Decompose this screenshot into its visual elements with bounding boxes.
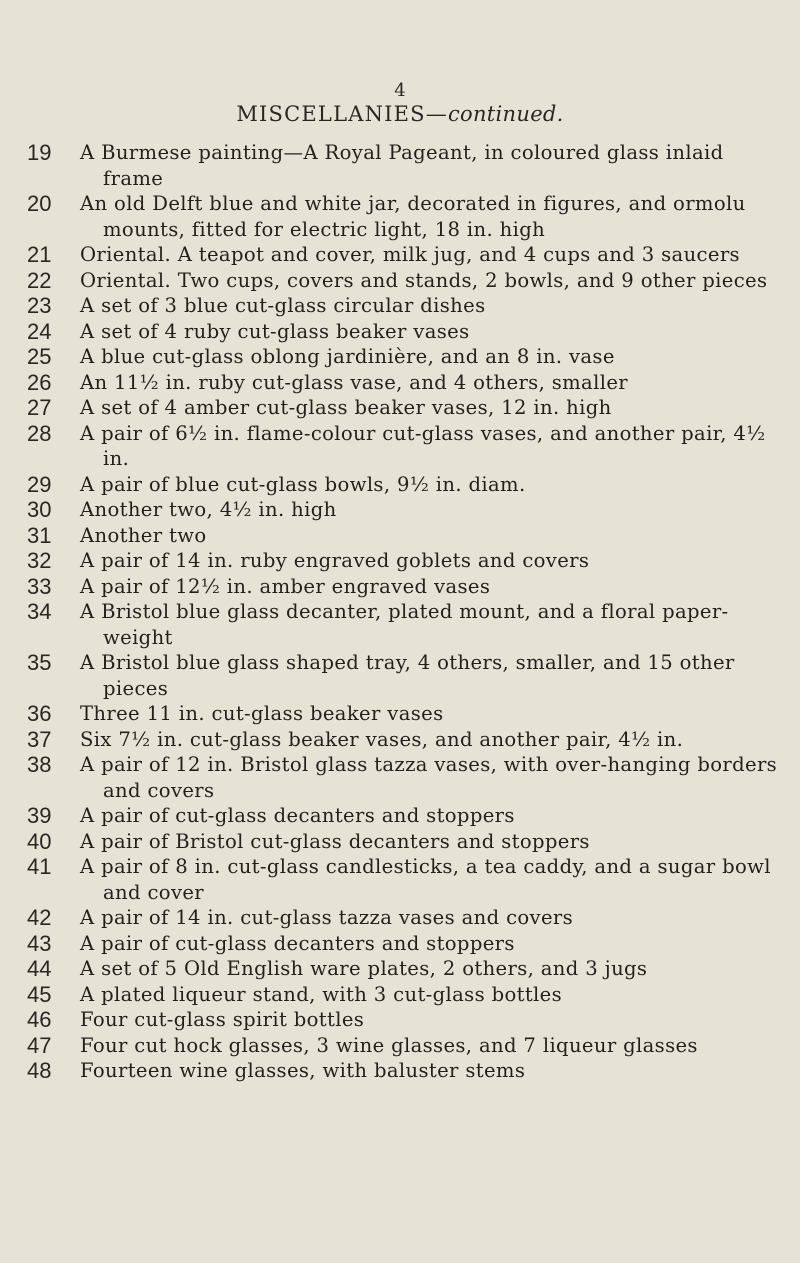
lot-entry — [0, 1007, 800, 1033]
lot-entry — [0, 803, 800, 829]
lot-description: Another two — [80, 523, 207, 547]
lot-entry — [0, 701, 800, 727]
lot-entry — [0, 727, 800, 753]
lot-description: A pair of 12 in. Bristol glass tazza vases, with over-hanging borders and covers — [80, 753, 778, 802]
lot-number: 47 — [27, 1032, 52, 1058]
lot-entry — [0, 956, 800, 982]
lot-list — [0, 140, 800, 1084]
lot-number: 34 — [27, 599, 52, 624]
lot-number: 25 — [27, 344, 52, 369]
lot-description: Three 11 in. cut-glass beaker vases — [80, 702, 444, 725]
lot-entry — [0, 829, 800, 855]
lot-number: 45 — [27, 981, 52, 1007]
lot-number: 36 — [27, 701, 52, 726]
lot-entry — [0, 905, 800, 931]
lot-entry — [0, 395, 800, 421]
lot-number: 20 — [27, 191, 52, 216]
lot-description: A pair of 6½ in. flame-colour cut-glass vases, and another pair, 4½ in. — [80, 421, 766, 470]
heading-title: MISCELLANIES— — [236, 102, 448, 126]
lot-number: 19 — [27, 140, 52, 165]
lot-entry — [0, 1033, 800, 1059]
lot-number: 42 — [27, 905, 52, 930]
lot-entry — [0, 931, 800, 957]
lot-entry — [0, 752, 800, 803]
lot-number: 38 — [27, 752, 52, 777]
lot-number: 43 — [27, 930, 52, 956]
lot-entry — [0, 854, 800, 905]
lot-description: A set of 5 Old English ware plates, 2 others, and 3 jugs — [80, 957, 648, 980]
lot-description: A plated liqueur stand, with 3 cut-glass bottles — [80, 982, 563, 1006]
lot-description: A Burmese painting—A Royal Pageant, in coloured glass inlaid frame — [80, 141, 724, 190]
page-heading — [0, 100, 800, 128]
lot-description: An old Delft blue and white jar, decorated in figures, and ormolu mounts, fitted for electric light, 18 in. high — [80, 192, 746, 241]
lot-entry — [0, 497, 800, 523]
lot-number: 23 — [27, 293, 52, 318]
lot-number: 37 — [27, 726, 52, 752]
lot-entry — [0, 982, 800, 1008]
lot-description: A pair of blue cut-glass bowls, 9½ in. diam. — [80, 472, 526, 496]
lot-number: 32 — [27, 548, 52, 573]
lot-entry — [0, 344, 800, 370]
lot-description: A blue cut-glass oblong jardinière, and an 8 in. vase — [80, 345, 615, 368]
lot-description: Six 7½ in. cut-glass beaker vases, and another pair, 4½ in. — [80, 727, 684, 751]
lot-entry — [0, 472, 800, 498]
lot-description: Another two, 4½ in. high — [80, 498, 337, 521]
lot-entry — [0, 268, 800, 294]
lot-number: 35 — [27, 650, 52, 675]
lot-number: 48 — [27, 1058, 52, 1083]
lot-number: 31 — [27, 522, 52, 548]
lot-number: 41 — [27, 854, 52, 879]
lot-entry — [0, 140, 800, 191]
lot-description: A Bristol blue glass decanter, plated mount, and a floral paper-weight — [80, 600, 729, 649]
lot-description: A pair of Bristol cut-glass decanters and stoppers — [80, 829, 590, 853]
lot-number: 30 — [27, 497, 52, 522]
lot-number: 40 — [27, 828, 52, 854]
lot-description: A set of 4 ruby cut-glass beaker vases — [80, 319, 470, 343]
lot-description: A pair of cut-glass decanters and stoppers — [80, 804, 515, 827]
lot-entry — [0, 574, 800, 600]
lot-entry — [0, 191, 800, 242]
lot-description: Four cut hock glasses, 3 wine glasses, and 7 liqueur glasses — [80, 1033, 698, 1057]
lot-number: 22 — [27, 267, 52, 293]
lot-description: A set of 4 amber cut-glass beaker vases, 12 in. high — [80, 396, 612, 419]
lot-description: A pair of 8 in. cut-glass candlesticks, a tea caddy, and a sugar bowl and cover — [80, 855, 771, 904]
lot-entry — [0, 319, 800, 345]
lot-description: Fourteen wine glasses, with baluster stems — [80, 1059, 526, 1082]
lot-description: A pair of cut-glass decanters and stoppers — [80, 931, 515, 955]
lot-number: 46 — [27, 1007, 52, 1032]
lot-description: Oriental. Two cups, covers and stands, 2 bowls, and 9 other pieces — [80, 268, 768, 292]
lot-description: A pair of 12½ in. amber engraved vases — [80, 574, 491, 598]
lot-description: Oriental. A teapot and cover, milk jug, and 4 cups and 3 saucers — [80, 243, 740, 266]
lot-description: A pair of 14 in. cut-glass tazza vases and covers — [80, 906, 574, 929]
heading-continued: continued. — [447, 102, 564, 126]
lot-entry — [0, 242, 800, 268]
lot-entry — [0, 370, 800, 396]
lot-entry — [0, 293, 800, 319]
lot-number: 26 — [27, 369, 52, 395]
lot-description: Four cut-glass spirit bottles — [80, 1008, 365, 1031]
lot-entry — [0, 599, 800, 650]
lot-number: 21 — [27, 242, 52, 267]
lot-number: 27 — [27, 395, 52, 420]
lot-number: 39 — [27, 803, 52, 828]
lot-number: 28 — [27, 420, 52, 446]
lot-number: 29 — [27, 471, 52, 497]
lot-description: A Bristol blue glass shaped tray, 4 others, smaller, and 15 other pieces — [80, 651, 735, 700]
lot-number: 33 — [27, 573, 52, 599]
lot-entry — [0, 1058, 800, 1084]
lot-entry — [0, 523, 800, 549]
lot-number: 24 — [27, 318, 52, 344]
lot-entry — [0, 650, 800, 701]
lot-number: 44 — [27, 956, 52, 981]
lot-description: An 11½ in. ruby cut-glass vase, and 4 others, smaller — [80, 370, 628, 394]
lot-description: A pair of 14 in. ruby engraved goblets and covers — [80, 549, 590, 572]
lot-entry — [0, 548, 800, 574]
lot-entry — [0, 421, 800, 472]
page-number: 4 — [394, 80, 406, 101]
lot-description: A set of 3 blue cut-glass circular dishes — [80, 294, 486, 317]
